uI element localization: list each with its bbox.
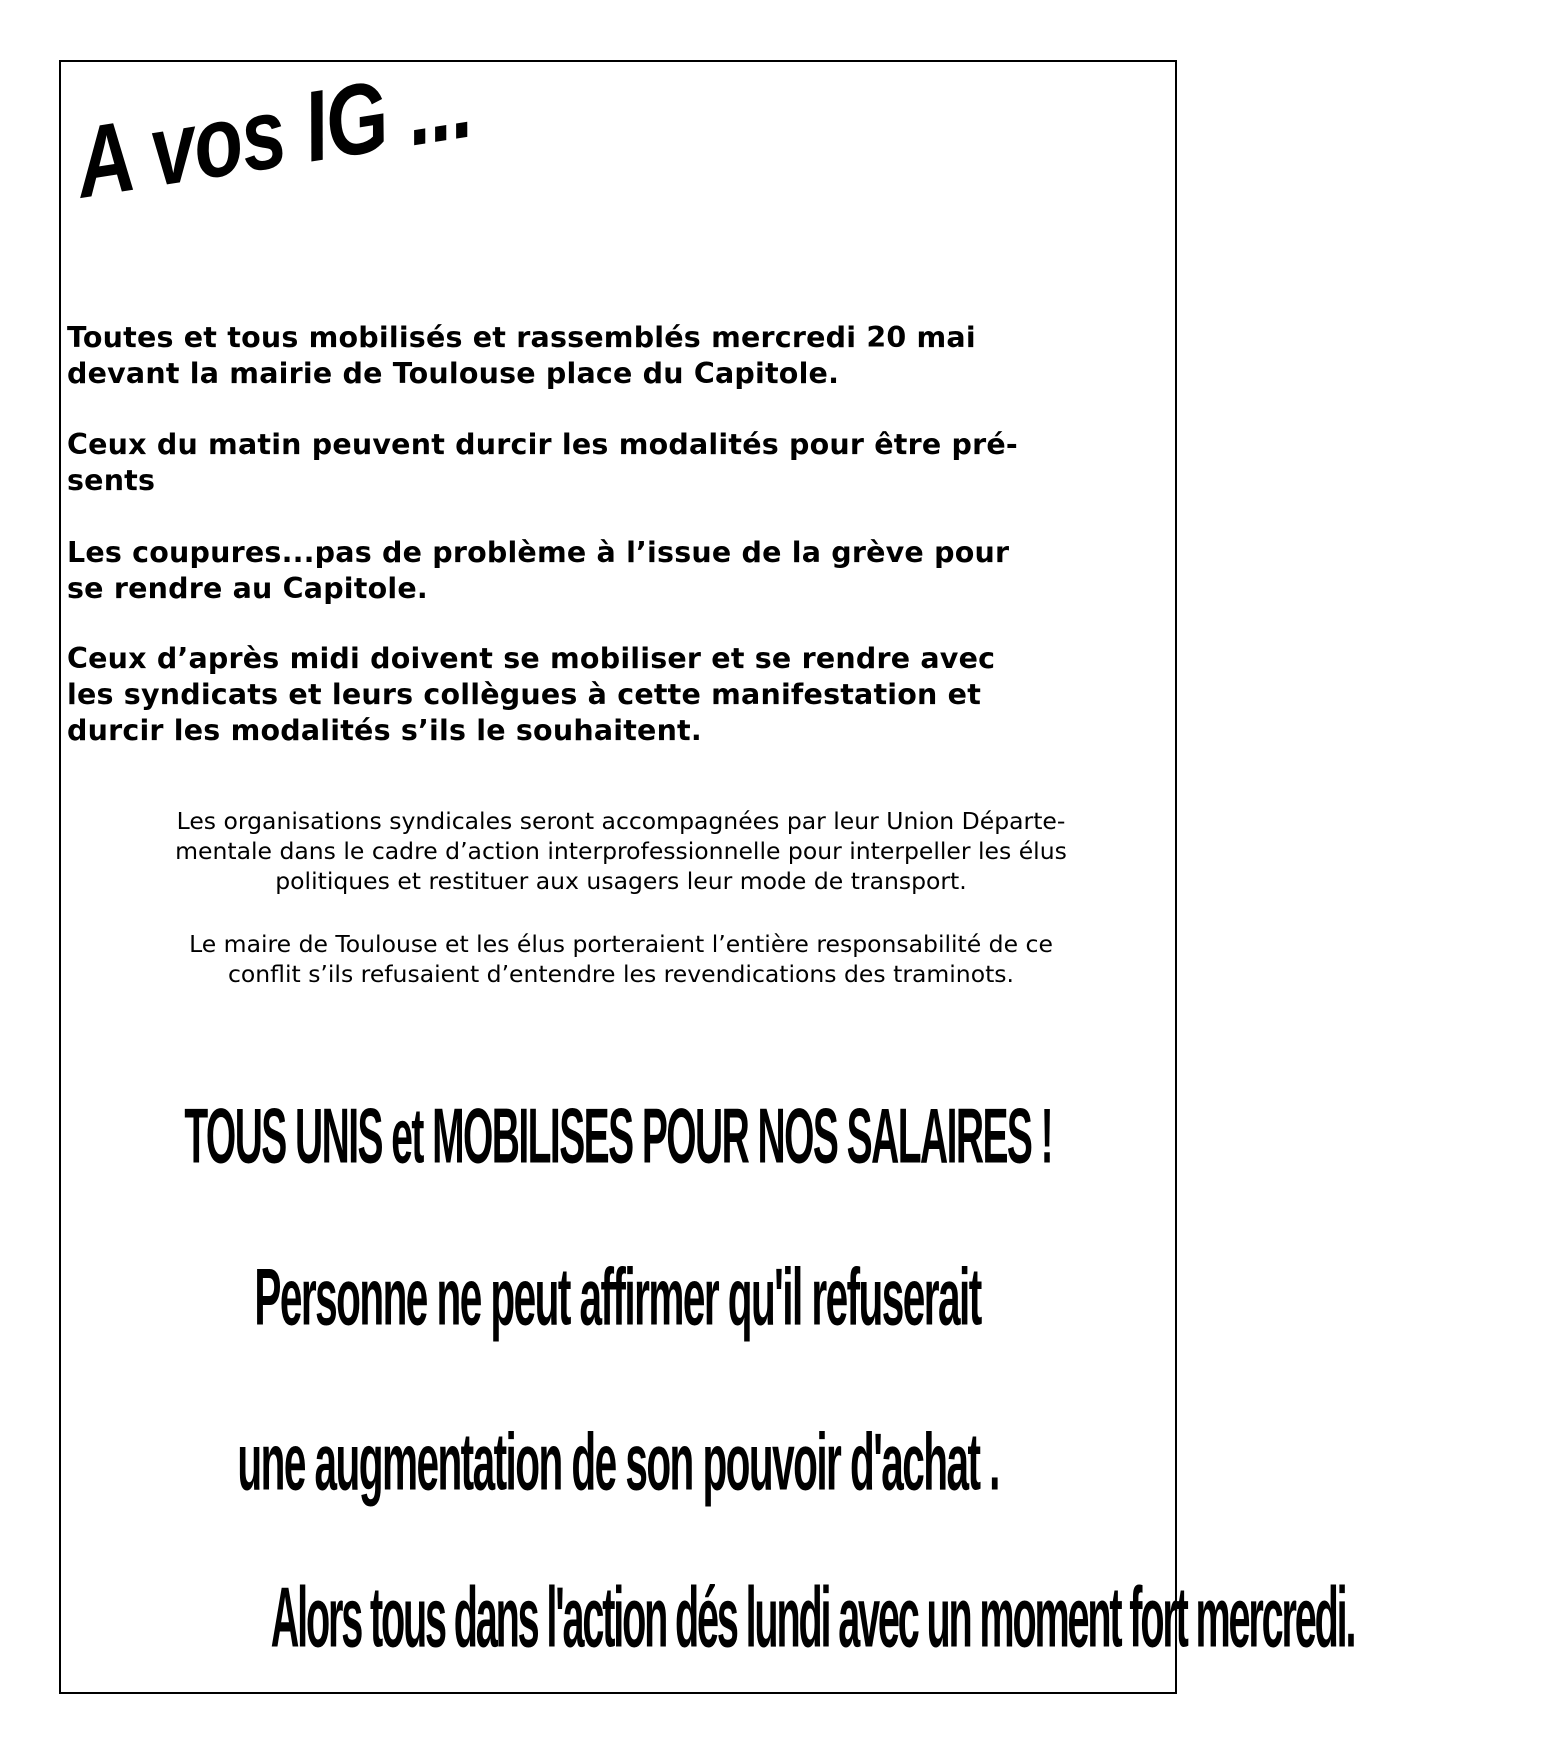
paragraph-line: se rendre au Capitole.: [67, 572, 428, 605]
slogan-action: [60, 1568, 1355, 1666]
notice-line: politiques et restituer aux usagers leur mode de transport.: [275, 867, 967, 895]
headline: A vos IG ...: [67, 46, 479, 219]
slogan-text: Personne ne peut affirmer qu'il refuserait: [254, 1253, 982, 1343]
paragraph-apres-midi: [67, 641, 1132, 749]
slogan-text: Alors tous dans l'action dés lundi avec un moment fort mercredi.: [270, 1568, 1355, 1666]
slogan-augmentation: [60, 1418, 1176, 1508]
paragraph-line: Ceux du matin peuvent durcir les modalités pour être pré-: [67, 428, 1018, 461]
paragraph-line: Les coupures...pas de problème à l’issue de la grève pour: [67, 536, 1010, 569]
notice-line: Les organisations syndicales seront accompagnées par leur Union Départe-: [176, 807, 1066, 835]
slogan-personne: [60, 1253, 1176, 1343]
slogan-tous-unis: [60, 1092, 1176, 1180]
notice-line: conflit s’ils refusaient d’entendre les revendications des traminots.: [227, 960, 1014, 988]
slogan-text: TOUS UNIS et MOBILISES POUR NOS SALAIRES !: [184, 1092, 1052, 1180]
notice-line: Le maire de Toulouse et les élus porteraient l’entière responsabilité de ce: [189, 930, 1053, 958]
paragraph-rassemblement: [67, 320, 1132, 392]
paragraph-line: devant la mairie de Toulouse place du Capitole.: [67, 357, 840, 390]
paragraph-line: Toutes et tous mobilisés et rassemblés mercredi 20 mai: [67, 321, 976, 354]
paragraph-coupures: [67, 535, 1132, 607]
notice-line: mentale dans le cadre d’action interprofessionnelle pour interpeller les élus: [175, 837, 1067, 865]
notice-organisations: [66, 806, 1176, 896]
slogan-text: une augmentation de son pouvoir d'achat .: [237, 1418, 999, 1508]
notice-maire: [66, 929, 1176, 989]
paragraph-line: sents: [67, 464, 156, 497]
paragraph-matin: [67, 427, 1132, 499]
paragraph-line: Ceux d’après midi doivent se mobiliser et se rendre avec: [67, 642, 996, 675]
paragraph-line: durcir les modalités s’ils le souhaitent.: [67, 714, 702, 747]
paragraph-line: les syndicats et leurs collègues à cette manifestation et: [67, 678, 982, 711]
